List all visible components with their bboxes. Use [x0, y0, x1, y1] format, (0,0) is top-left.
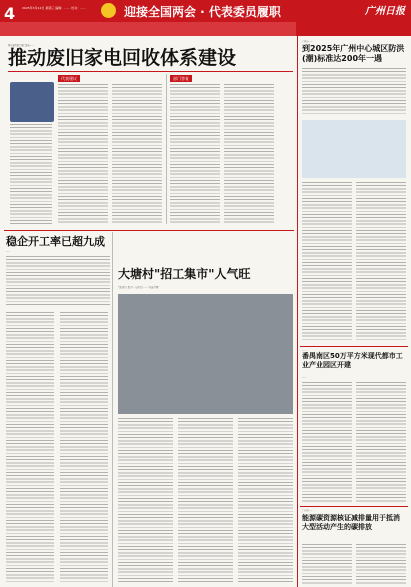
left-mid-column-1 — [6, 312, 54, 582]
intro-text — [10, 124, 52, 224]
article-column-4 — [224, 84, 274, 224]
right-bottom-column-1 — [302, 544, 352, 584]
market-photo — [118, 294, 293, 414]
left-mid-lead — [6, 256, 110, 306]
divider — [300, 506, 408, 507]
left-mid-sub: …… — [6, 250, 11, 253]
right-column-1 — [302, 182, 352, 342]
divider — [300, 346, 408, 347]
right-bottom-kicker: 广东省…… — [302, 509, 313, 512]
right-bottom-title: 能源碳资源核证减排量用于抵消大型活动产生的碳排放 — [302, 514, 400, 531]
right-title: 到2025年广州中心城区防洪(潮)标准达200年一遇 — [302, 44, 405, 63]
left-mid-column-2 — [60, 312, 108, 582]
right-mid-column-2 — [356, 382, 406, 502]
newspaper-brand: 广州日报 — [365, 6, 405, 17]
center-column-1 — [118, 418, 173, 583]
portrait-image — [10, 82, 54, 122]
page-number: 4 — [4, 4, 16, 23]
center-column-2 — [178, 418, 233, 583]
article-column-2 — [112, 84, 162, 224]
masthead-subband — [0, 22, 296, 36]
section-title: 迎接全国两会 · 代表委员履职 — [124, 5, 281, 19]
right-mid-sub: …… — [302, 376, 307, 379]
label-tag: 部门答复 — [170, 75, 192, 82]
divider — [4, 230, 294, 231]
divider — [112, 232, 113, 587]
article-column-3 — [170, 84, 220, 224]
right-intro-text — [302, 68, 406, 116]
map-image — [302, 120, 406, 178]
right-kicker: 广州市…… — [302, 40, 313, 43]
center-mid-title: 大塘村"招工集市"人气旺 — [118, 267, 251, 281]
center-column-3 — [238, 418, 293, 583]
center-mid-sub: "灵活招工集市"一定程度上……"动态平衡" — [118, 286, 160, 289]
article-column-1 — [58, 84, 108, 224]
left-mid-title: 稳企开工率已超九成 — [6, 235, 105, 248]
right-mid-title: 番禺南区50万平方米现代都市工业产业园区开建 — [302, 352, 403, 369]
emblem-icon — [101, 3, 116, 18]
right-mid-kicker: …… — [302, 349, 307, 352]
top-story-title: 推动废旧家电回收体系建设 — [8, 47, 237, 69]
right-column-2 — [356, 182, 406, 342]
column-rule — [297, 36, 298, 587]
right-mid-column-1 — [302, 382, 352, 502]
label-tag: 代表建议 — [58, 75, 80, 82]
issue-meta: 2025年3月12日 星期三 编辑：…… 校对：…… — [22, 6, 87, 10]
right-bottom-column-2 — [356, 544, 406, 584]
divider — [8, 71, 293, 72]
divider — [166, 74, 167, 224]
top-story-kicker: 国家发改委等部门发布…… — [8, 44, 35, 47]
